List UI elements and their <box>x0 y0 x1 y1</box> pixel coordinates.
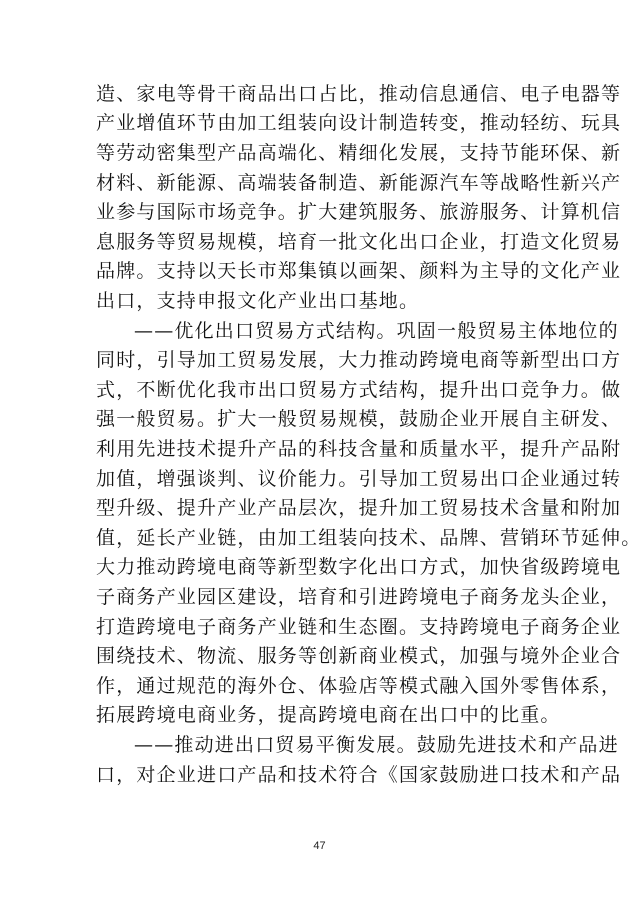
text-line: 业参与国际市场竞争。扩大建筑服务、旅游服务、计算机信 <box>96 201 622 224</box>
text-line: 大力推动跨境电商等新型数字化出口方式，加快省级跨境电 <box>96 556 622 579</box>
text-line: 式，不断优化我市出口贸易方式结构，提升出口竞争力。做 <box>96 378 622 401</box>
text-line: 等劳动密集型产品高端化、精细化发展，支持节能环保、新 <box>96 142 622 164</box>
text-line: 拓展跨境电商业务，提高跨境电商在出口中的比重。 <box>96 704 561 727</box>
text-line: 强一般贸易。扩大一般贸易规模，鼓励企业开展自主研发、 <box>96 408 622 431</box>
text-line: 产业增值环节由加工组装向设计制造转变，推动轻纺、玩具 <box>96 112 622 135</box>
text-line: 出口，支持申报文化产业出口基地。 <box>96 290 420 312</box>
text-line: 子商务产业园区建设，培育和引进跨境电子商务龙头企业， <box>96 586 622 608</box>
text-line: 口，对企业进口产品和技术符合《国家鼓励进口技术和产品 <box>96 763 622 786</box>
text-line: 加值，增强谈判、议价能力。引导加工贸易出口企业通过转 <box>96 467 622 490</box>
text-line: 型升级、提升产业产品层次，提升加工贸易技术含量和附加 <box>96 497 622 520</box>
paragraph-first-line: ——优化出口贸易方式结构。巩固一般贸易主体地位的 <box>134 319 619 342</box>
paragraph-first-line: ——推动进出口贸易平衡发展。鼓励先进技术和产品进 <box>134 734 619 756</box>
text-line: 值，延长产业链，由加工组装向技术、品牌、营销环节延伸。 <box>96 526 641 549</box>
text-line: 利用先进技术提升产品的科技含量和质量水平，提升产品附 <box>96 438 622 460</box>
text-line: 品牌。支持以天长市郑集镇以画架、颜料为主导的文化产业 <box>96 260 622 283</box>
text-line: 材料、新能源、高端装备制造、新能源汽车等战略性新兴产 <box>96 171 622 194</box>
text-line: 作，通过规范的海外仓、体验店等模式融入国外零售体系， <box>96 674 622 697</box>
text-line: 围绕技术、物流、服务等创新商业模式，加强与境外企业合 <box>96 645 622 668</box>
text-line: 同时，引导加工贸易发展，大力推动跨境电商等新型出口方 <box>96 349 622 372</box>
text-line: 打造跨境电子商务产业链和生态圈。支持跨境电子商务企业 <box>96 615 622 638</box>
text-line: 息服务等贸易规模，培育一批文化出口企业，打造文化贸易 <box>96 230 622 253</box>
text-line: 造、家电等骨干商品出口占比，推动信息通信、电子电器等 <box>96 82 622 105</box>
page-number: 47 <box>313 840 326 852</box>
